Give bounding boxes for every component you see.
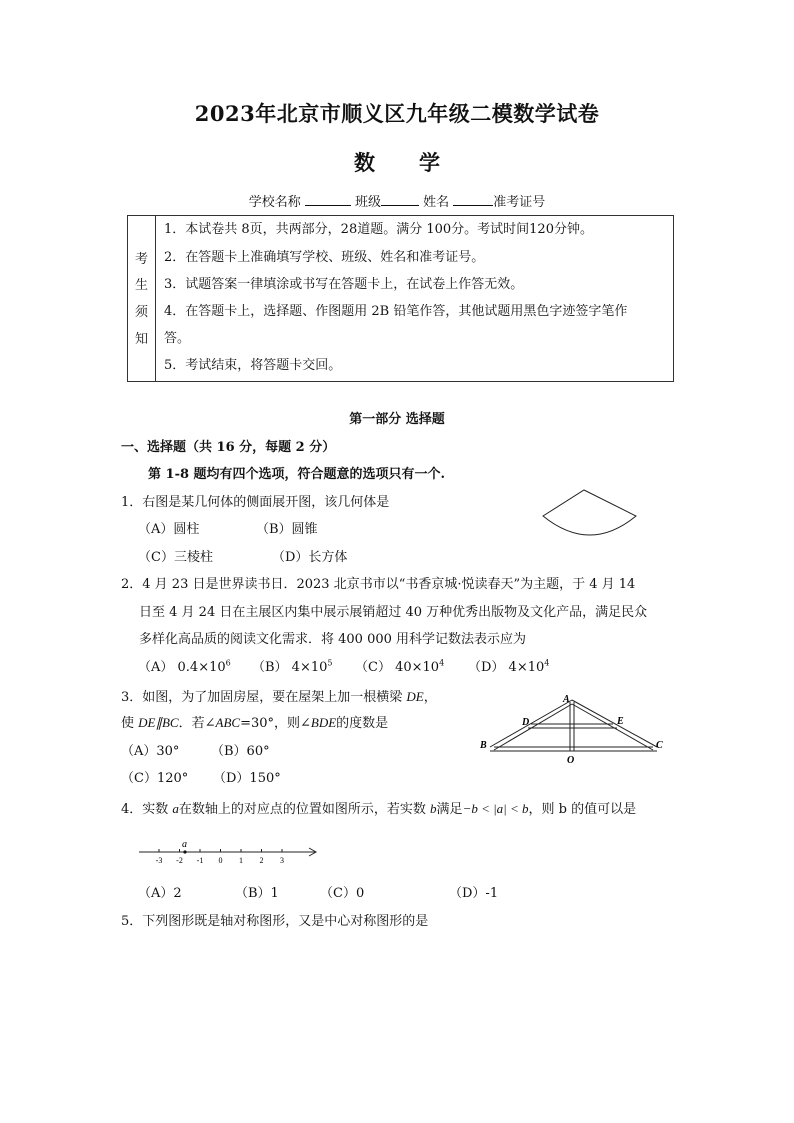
section-instruction: 第 1-8 题均有四个选项，符合题意的选项只有一个. xyxy=(148,467,446,482)
q4-text: 在数轴上的对应点的位置如图所示，若实数 xyxy=(178,802,431,817)
notice-item: 1．本试卷共 8页，共两部分，28道题。满分 100分。考试时间120分钟。 xyxy=(164,222,593,237)
q4-text: ，则 b 的值可以是 xyxy=(528,802,637,817)
q2-option-a[interactable] xyxy=(138,656,231,675)
exam-id-label: 准考证号 xyxy=(493,195,546,210)
q1-option-c[interactable]: （C）三棱柱 xyxy=(138,550,213,565)
number-line-tick-label: 1 xyxy=(239,856,243,865)
q2-line-2: 日至 4 月 24 日在主展区内集中展示展销超过 40 万种优秀出版物及文化产品，满足民众 xyxy=(139,605,648,620)
q1-stem: 1．右图是某几何体的侧面展开图，该几何体是 xyxy=(121,495,390,510)
q3-var-de: DE xyxy=(406,689,424,704)
subject-char-2: 学 xyxy=(419,150,440,175)
point-a-marker xyxy=(183,850,186,853)
student-info-line xyxy=(0,191,794,210)
q1-option-a[interactable]: （A）圆柱 xyxy=(138,522,200,537)
q3-text: =30°，则∠ xyxy=(240,716,311,731)
label-d: D xyxy=(522,717,530,728)
q3-line-2 xyxy=(121,712,388,731)
q4-option-b[interactable]: （B）1 xyxy=(235,886,279,901)
q2-option-a-exp: 6 xyxy=(225,658,231,668)
q2-option-d-text: （D） 4×10 xyxy=(468,660,545,675)
paper-title: 2023年北京市顺义区九年级二模数学试卷 xyxy=(194,101,600,126)
q2-option-d-exp: 4 xyxy=(544,658,550,668)
class-label: 班级 xyxy=(354,195,381,210)
number-line-tick-label: -2 xyxy=(176,856,183,865)
q2-option-c-text: （C） 40×10 xyxy=(355,660,440,675)
q3-text: ．若∠ xyxy=(178,716,216,731)
q2-line-1: 2．4 月 23 日是世界读书日．2023 北京书市以“书香京城·悦读春天”为主题，于 4 月 14 xyxy=(121,577,636,592)
notice-side-label xyxy=(128,216,156,381)
exam-notice-box xyxy=(127,215,674,382)
q4-option-c[interactable]: （C）0 xyxy=(320,886,365,901)
q2-option-b[interactable] xyxy=(252,656,333,675)
q3-line-1 xyxy=(121,686,437,705)
label-c: C xyxy=(656,740,663,751)
number-line-tick-label: 0 xyxy=(218,856,223,865)
q3-text: ， xyxy=(423,690,437,705)
name-blank[interactable] xyxy=(453,193,493,206)
number-line-ticks xyxy=(156,849,284,865)
q3-text: 的度数是 xyxy=(336,716,389,731)
label-a: A xyxy=(563,694,570,705)
q2-option-c[interactable] xyxy=(355,656,444,675)
notice-side-char: 须 xyxy=(134,305,148,320)
roof-inner-left xyxy=(494,704,572,750)
q1-sector-figure xyxy=(535,484,647,544)
number-line-tick-label: 3 xyxy=(280,856,284,865)
school-label: 学校名称 xyxy=(248,195,301,210)
q2-option-c-exp: 4 xyxy=(439,658,445,668)
q4-stem xyxy=(121,798,636,817)
q4-text: 满足 xyxy=(436,802,463,817)
q3-option-c[interactable]: （C）120° xyxy=(121,771,189,786)
q3-var-de-parallel-bc: DE∥BC xyxy=(138,715,179,730)
notice-item: 答。 xyxy=(164,331,191,346)
notice-side-char: 考 xyxy=(134,252,148,267)
q3-option-b[interactable]: （B）60° xyxy=(211,744,270,759)
number-line-tick-label: 2 xyxy=(259,856,264,865)
q2-option-b-text: （B） 4×10 xyxy=(252,660,328,675)
q1-option-b[interactable]: （B）圆锥 xyxy=(256,522,318,537)
subject-char-1: 数 xyxy=(354,150,375,175)
q1-option-d[interactable]: （D）长方体 xyxy=(272,550,348,565)
q2-option-d[interactable] xyxy=(468,656,549,675)
number-line-tick-label: -1 xyxy=(196,856,204,865)
section-title: 一、选择题（共 16 分，每题 2 分） xyxy=(121,440,336,455)
part-heading: 第一部分 选择题 xyxy=(349,412,445,427)
q3-option-a[interactable]: （A）30° xyxy=(121,744,180,759)
q3-text: 3．如图，为了加固房屋，要在屋架上加一根横梁 xyxy=(121,690,407,705)
class-blank[interactable] xyxy=(381,193,419,206)
roof-inner-right xyxy=(572,704,653,750)
q3-var-abc: ABC xyxy=(215,715,241,730)
notice-item: 3．试题答案一律填涂或书写在答题卡上，在试卷上作答无效。 xyxy=(164,277,524,292)
q4-option-d[interactable]: （D）-1 xyxy=(449,886,499,901)
q3-text: 使 xyxy=(121,716,139,731)
notice-item: 2．在答题卡上准确填写学校、班级、姓名和准考证号。 xyxy=(164,250,485,265)
q4-text: 4．实数 xyxy=(121,802,173,817)
subject-title xyxy=(0,147,794,177)
q4-number-line xyxy=(135,835,325,867)
q2-option-b-exp: 5 xyxy=(327,658,333,668)
notice-side-char: 知 xyxy=(134,332,148,347)
name-label: 姓名 xyxy=(423,195,450,210)
number-line-tick-label: -3 xyxy=(155,856,163,865)
q4-var-b: b xyxy=(430,801,437,816)
notice-side-char: 生 xyxy=(134,278,148,293)
sector-shape xyxy=(543,490,636,535)
q4-condition: −b < |a| < b xyxy=(462,801,529,816)
label-b: B xyxy=(480,740,487,751)
notice-item: 5．考试结束，将答题卡交回。 xyxy=(164,358,342,373)
q4-var-a: a xyxy=(172,801,179,816)
q4-option-a[interactable]: （A）2 xyxy=(138,886,182,901)
q2-line-3: 多样化高品质的阅读文化需求．将 400 000 用科学记数法表示应为 xyxy=(139,632,527,647)
q3-var-bde: BDE xyxy=(310,715,337,730)
q3-option-d[interactable]: （D）150° xyxy=(213,771,281,786)
q2-option-a-text: （A） 0.4×10 xyxy=(138,660,226,675)
point-a-label: a xyxy=(182,839,187,850)
notice-item: 4．在答题卡上，选择题、作图题用 2B 铅笔作答，其他试题用黑色字迹签字笔作 xyxy=(164,304,628,319)
label-e: E xyxy=(617,716,624,727)
school-blank[interactable] xyxy=(305,193,351,206)
q3-roof-truss-figure xyxy=(472,690,672,770)
label-o: O xyxy=(567,755,575,766)
q5-stem: 5．下列图形既是轴对称图形，又是中心对称图形的是 xyxy=(121,914,429,929)
